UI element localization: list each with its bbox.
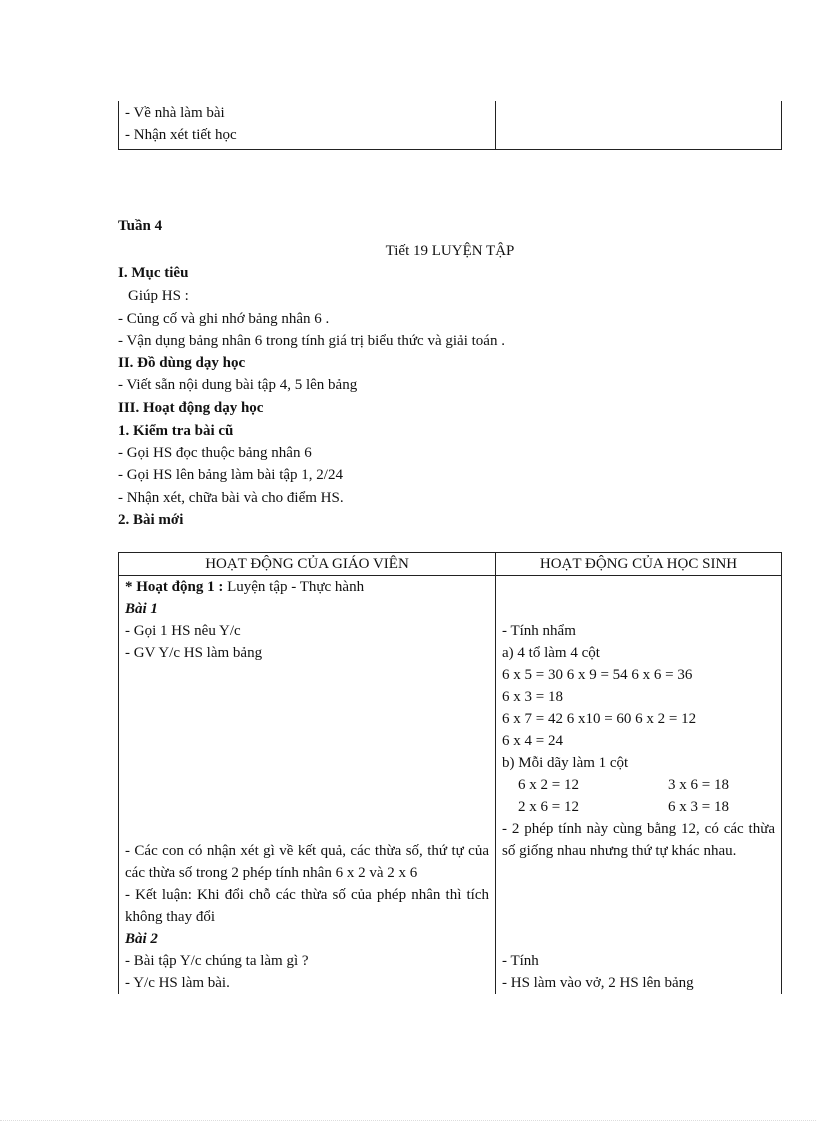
exercise-2-label: Bài 2 — [125, 931, 158, 947]
page-edge — [0, 1120, 816, 1121]
calc-line: 6 x 7 = 42 6 x10 = 60 6 x 2 = 12 — [502, 711, 697, 727]
subheading-new-lesson: 2. Bài mới — [118, 512, 184, 528]
spacer — [502, 598, 775, 620]
spacer — [125, 818, 489, 840]
previous-lesson-table — [118, 101, 782, 150]
student-step: - Tính — [502, 953, 539, 969]
table-row — [119, 101, 782, 150]
list-item: - Nhận xét tiết học — [125, 127, 237, 143]
calc-right: 3 x 6 = 18 — [668, 777, 729, 793]
section-heading-activities: III. Hoạt động dạy học — [118, 400, 264, 416]
spacer — [125, 774, 489, 796]
spacer — [502, 928, 775, 950]
student-answer: - 2 phép tính này cùng bằng 12, có các thừa số giống nhau nhưng thứ tự khác nhau. — [502, 821, 775, 859]
calc-pair — [502, 796, 775, 818]
table-header-row — [119, 553, 782, 576]
calc-line: 6 x 5 = 30 6 x 9 = 54 6 x 6 = 36 — [502, 667, 693, 683]
spacer — [125, 730, 489, 752]
student-cell — [496, 101, 782, 150]
activity-heading — [125, 576, 489, 598]
goal-line: - Vận dụng bảng nhân 6 trong tính giá trị biểu thức và giải toán . — [118, 333, 505, 349]
student-step: a) 4 tổ làm 4 cột — [502, 645, 600, 661]
goal-line: - Củng cố và ghi nhớ bảng nhân 6 . — [118, 311, 330, 327]
header-teacher: HOẠT ĐỘNG CỦA GIÁO VIÊN — [119, 553, 496, 576]
spacer — [502, 862, 775, 884]
student-step: - HS làm vào vở, 2 HS lên bảng — [502, 975, 694, 991]
exercise-1-label: Bài 1 — [125, 601, 158, 617]
calc-left: 6 x 2 = 12 — [518, 777, 579, 793]
teacher-question: - Các con có nhận xét gì về kết quả, các thừa số, thứ tự của các thừa số trong 2 phép tính nhân 6 x 2 và 2 x 6 — [125, 843, 489, 881]
page-title — [118, 241, 782, 261]
calc-line: 6 x 3 = 18 — [502, 689, 563, 705]
teacher-conclusion: - Kết luận: Khi đổi chỗ các thừa số của phép nhân thì tích không thay đổi — [125, 887, 489, 925]
week-label: Tuần 4 — [118, 218, 163, 234]
goal-line: Giúp HS : — [128, 288, 189, 304]
calc-pair — [502, 774, 775, 796]
teacher-step: - Bài tập Y/c chúng ta làm gì ? — [125, 953, 309, 969]
teacher-cell — [119, 101, 496, 150]
calc-left: 2 x 6 = 12 — [518, 799, 579, 815]
spacer — [125, 686, 489, 708]
student-step: b) Mỗi dãy làm 1 cột — [502, 755, 629, 771]
teacher-step: - Y/c HS làm bài. — [125, 975, 230, 991]
calc-line: 6 x 4 = 24 — [502, 733, 563, 749]
section-heading-goals: I. Mục tiêu — [118, 265, 189, 281]
calc-right: 6 x 3 = 18 — [668, 799, 729, 815]
student-column — [496, 576, 782, 995]
section-heading-materials: II. Đồ dùng dạy học — [118, 355, 246, 371]
activity-text: Luyện tập - Thực hành — [223, 579, 365, 595]
review-line: - Gọi HS lên bảng làm bài tập 1, 2/24 — [118, 467, 343, 483]
spacer — [502, 906, 775, 928]
teacher-step: - Gọi 1 HS nêu Y/c — [125, 623, 241, 639]
table-row — [119, 576, 782, 995]
activity-label: * Hoạt động 1 : — [125, 579, 224, 595]
student-step: - Tính nhẩm — [502, 623, 576, 639]
spacer — [502, 884, 775, 906]
list-item: - Về nhà làm bài — [125, 105, 225, 121]
subheading-review: 1. Kiểm tra bài cũ — [118, 423, 234, 439]
spacer — [125, 752, 489, 774]
spacer — [502, 576, 775, 598]
lesson-title: Tiết 19 LUYỆN TẬP — [385, 243, 515, 259]
activities-table — [118, 552, 782, 994]
teacher-step: - GV Y/c HS làm bảng — [125, 645, 263, 661]
review-line: - Nhận xét, chữa bài và cho điểm HS. — [118, 490, 344, 506]
header-student: HOẠT ĐỘNG CỦA HỌC SINH — [496, 553, 782, 576]
spacer — [125, 796, 489, 818]
spacer — [125, 708, 489, 730]
review-line: - Gọi HS đọc thuộc bảng nhân 6 — [118, 445, 312, 461]
teacher-column — [119, 576, 496, 995]
spacer — [125, 664, 489, 686]
materials-line: - Viết sẵn nội dung bài tập 4, 5 lên bảng — [118, 377, 358, 393]
